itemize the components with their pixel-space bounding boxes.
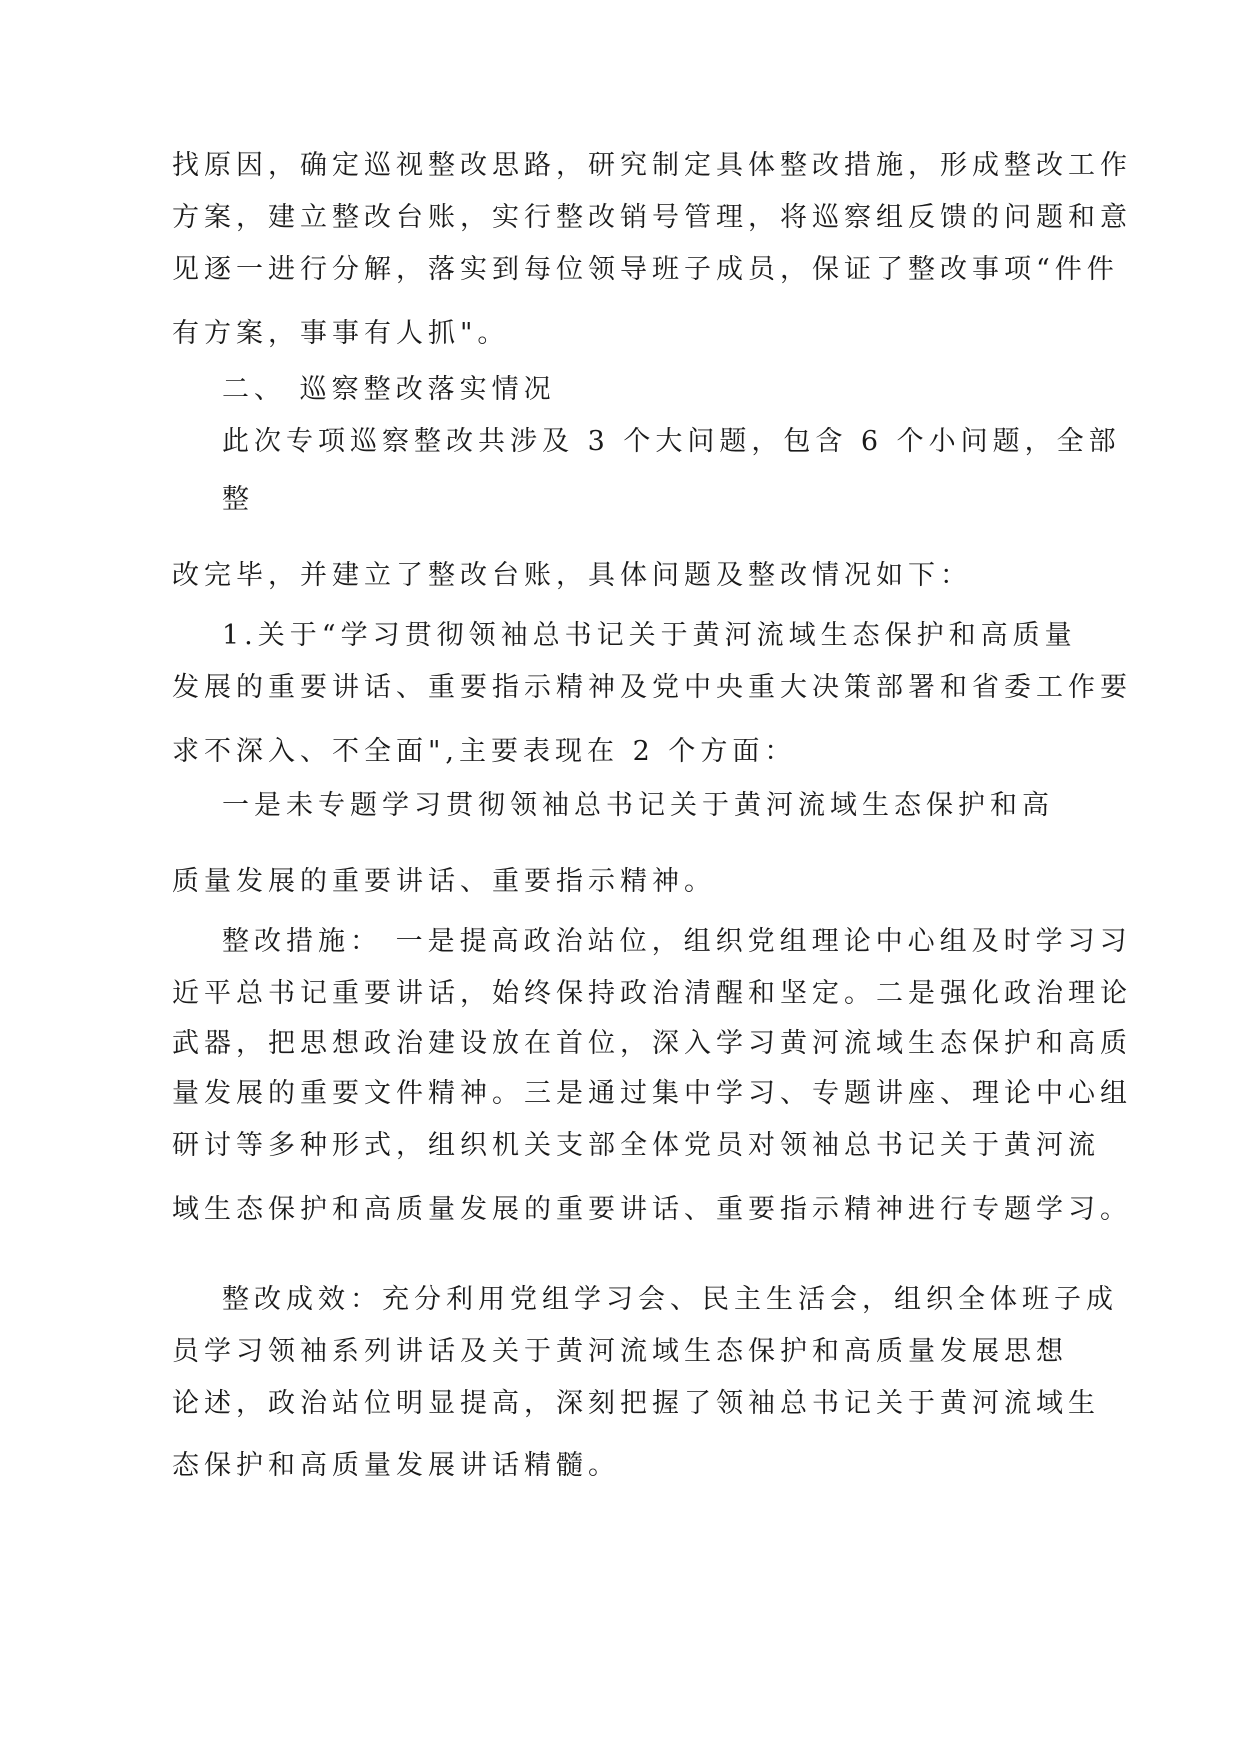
body-line-8: 1.关于“学习贯彻领袖总书记关于黄河流域生态保护和高质量 [222,620,1077,651]
body-line-9: 发展的重要讲话、重要指示精神及党中央重大决策部署和省委工作要 [172,672,1132,703]
body-line-4: 有方案，事事有人抓"。 [172,318,510,349]
section-heading: 二、 巡察整改落实情况 [222,374,556,405]
body-line-20: 员学习领袖系列讲话及关于黄河流域生态保护和高质量发展思想 [172,1336,1068,1367]
body-line-16: 量发展的重要文件精神。三是通过集中学习、专题讲座、理论中心组 [172,1078,1132,1109]
body-line-1: 找原因，确定巡视整改思路，研究制定具体整改措施，形成整改工作 [172,150,1132,181]
body-line-3: 见逐一进行分解，落实到每位领导班子成员，保证了整改事项“件件 [172,254,1119,285]
body-line-12: 质量发展的重要讲话、重要指示精神。 [172,866,716,897]
body-line-11: 一是未专题学习贯彻领袖总书记关于黄河流域生态保护和高 [222,790,1054,821]
body-line-13: 整改措施： 一是提高政治站位，组织党组理论中心组及时学习习 [222,926,1132,957]
body-line-6: 整 [222,484,254,515]
body-line-19: 整改成效：充分利用党组学习会、民主生活会，组织全体班子成 [222,1284,1118,1315]
body-line-21: 论述，政治站位明显提高，深刻把握了领袖总书记关于黄河流域生 [172,1388,1100,1419]
body-line-7: 改完毕，并建立了整改台账，具体问题及整改情况如下： [172,560,972,591]
body-line-22: 态保护和高质量发展讲话精髓。 [172,1450,620,1481]
body-line-17: 研讨等多种形式，组织机关支部全体党员对领袖总书记关于黄河流 [172,1130,1100,1161]
body-line-5: 此次专项巡察整改共涉及 3 个大问题，包含 6 个小问题，全部 [222,426,1121,457]
body-line-18: 域生态保护和高质量发展的重要讲话、重要指示精神进行专题学习。 [172,1194,1132,1225]
body-line-14: 近平总书记重要讲话，始终保持政治清醒和坚定。二是强化政治理论 [172,978,1132,1009]
body-line-15: 武器，把思想政治建设放在首位，深入学习黄河流域生态保护和高质 [172,1028,1132,1059]
body-line-10: 求不深入、不全面",主要表现在 2 个方面： [172,736,797,767]
body-line-2: 方案，建立整改台账，实行整改销号管理，将巡察组反馈的问题和意 [172,202,1132,233]
